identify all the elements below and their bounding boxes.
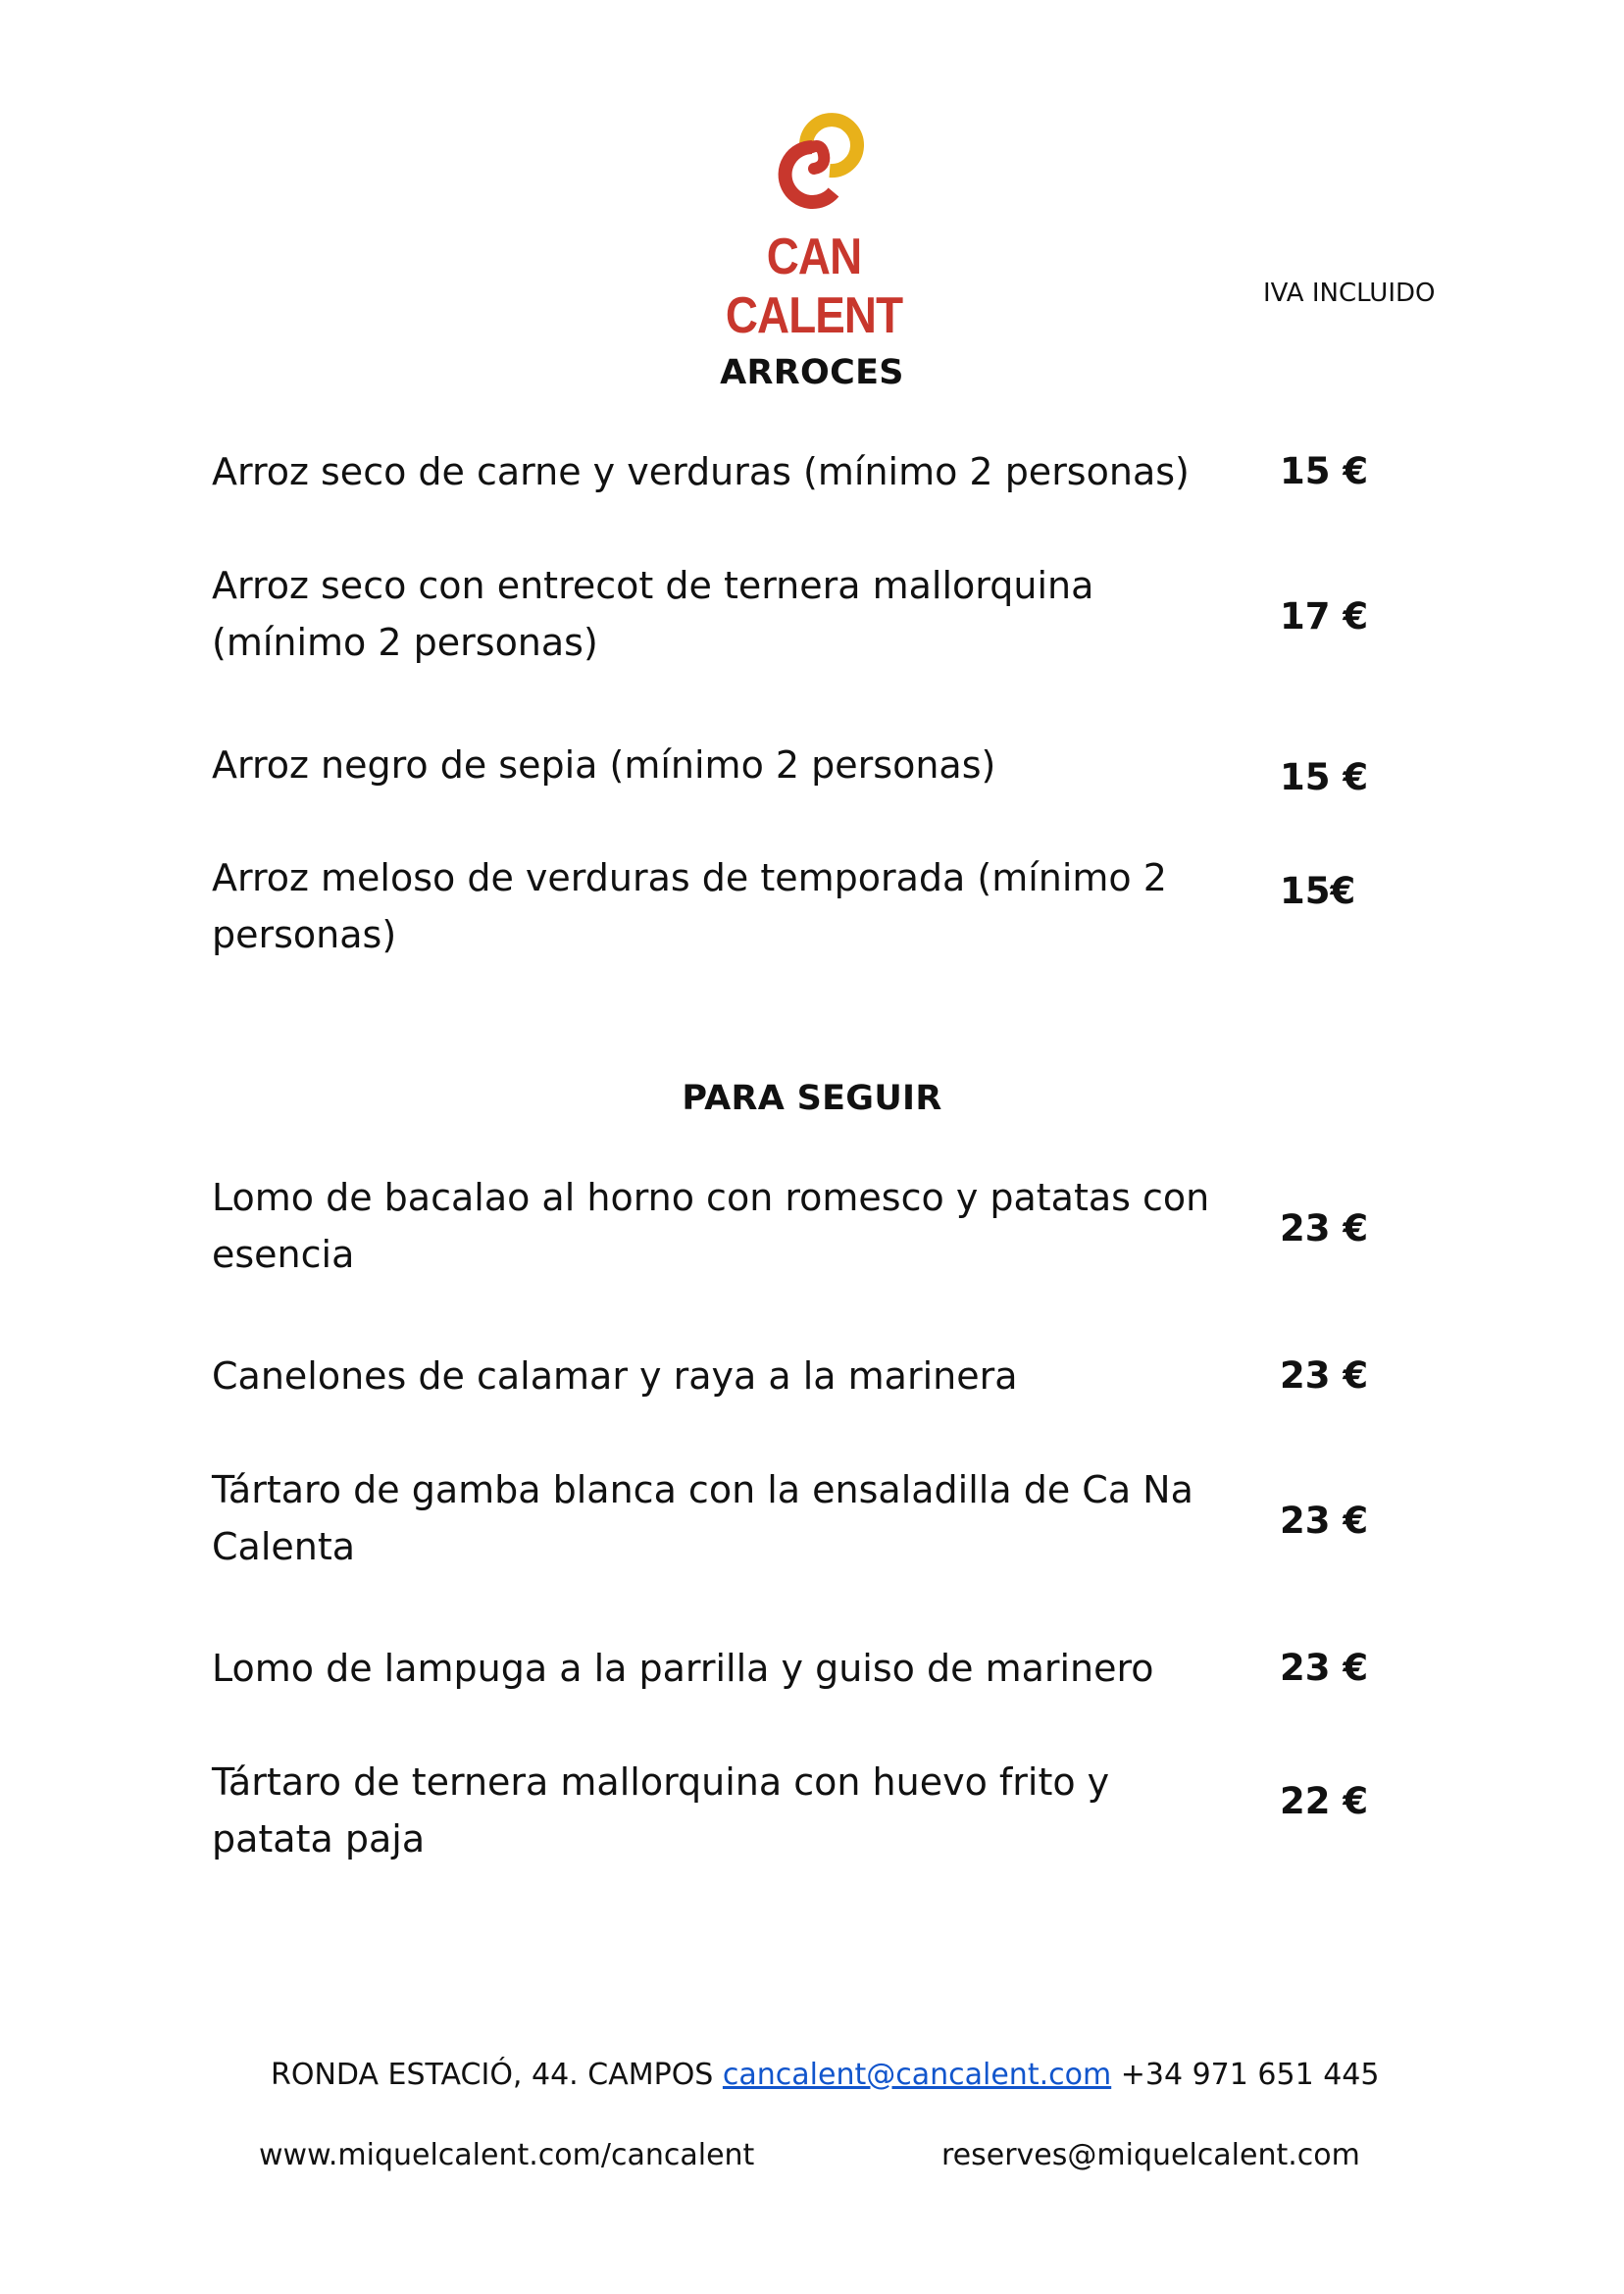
menu-item-name: Arroz seco con entrecot de ternera mallorquina (mínimo 2 personas) (212, 564, 1094, 664)
menu-item-name: Lomo de bacalao al horno con romesco y patatas con esencia (212, 1176, 1210, 1276)
menu-item-price: 23 € (1280, 1647, 1369, 1689)
footer-phone: +34 971 651 445 (1120, 2058, 1380, 2092)
section-title-para-seguir: PARA SEGUIR (682, 1079, 942, 1118)
menu-item-name: Tártaro de ternera mallorquina con huevo frito y patata paja (212, 1760, 1110, 1861)
menu-item-price: 23 € (1280, 1500, 1369, 1542)
footer-email-link[interactable]: cancalent@cancalent.com (722, 2058, 1112, 2092)
footer-contact-line (271, 2058, 1379, 2092)
menu-item-price: 15 € (1280, 450, 1369, 492)
menu-item-name: Arroz seco de carne y verduras (mínimo 2 personas) (212, 450, 1190, 493)
menu-item-name: Tártaro de gamba blanca con la ensaladilla de Ca Na Calenta (212, 1468, 1193, 1568)
menu-item-name: Arroz meloso de verduras de temporada (mínimo 2 personas) (212, 856, 1167, 956)
footer-website[interactable]: www.miquelcalent.com/cancalent (259, 2138, 755, 2172)
tax-note: IVA INCLUIDO (1263, 279, 1436, 308)
menu-item-price: 22 € (1280, 1780, 1369, 1822)
section-title-arroces: ARROCES (720, 353, 904, 392)
menu-item-name: Lomo de lampuga a la parrilla y guiso de marinero (212, 1647, 1154, 1690)
menu-item-price: 23 € (1280, 1207, 1369, 1249)
footer-reservations-email[interactable]: reserves@miquelcalent.com (941, 2138, 1360, 2172)
menu-item-price: 15€ (1280, 870, 1356, 912)
brand-name: CAN CALENT (725, 229, 903, 344)
menu-item-name: Arroz negro de sepia (mínimo 2 personas) (212, 743, 996, 787)
brand-logo (657, 106, 971, 344)
menu-item-price: 23 € (1280, 1354, 1369, 1397)
menu-item-name: Canelones de calamar y raya a la marinera (212, 1354, 1018, 1398)
footer-address: RONDA ESTACIÓ, 44. CAMPOS (271, 2058, 714, 2092)
logo-icon (767, 106, 865, 214)
menu-item-price: 15 € (1280, 756, 1369, 798)
menu-item-price: 17 € (1280, 595, 1369, 637)
